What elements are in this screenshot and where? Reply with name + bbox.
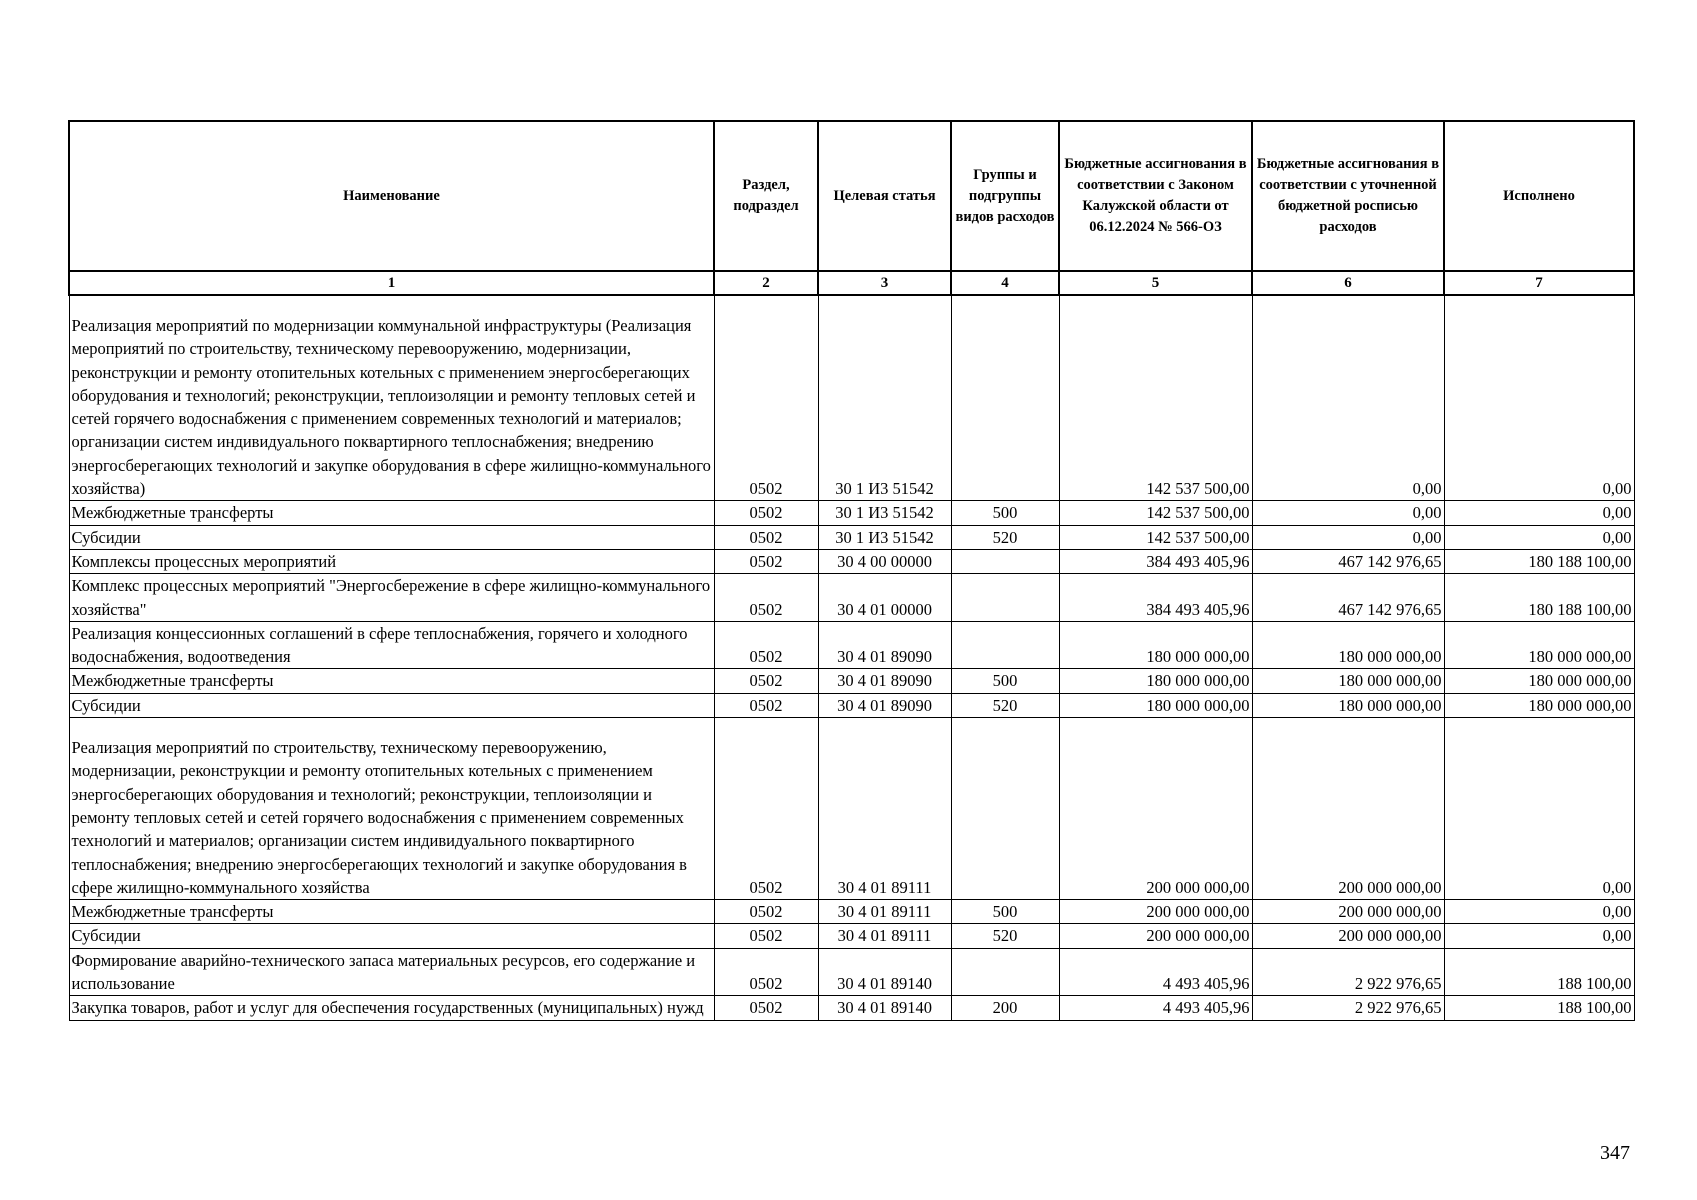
table-row <box>69 900 1634 924</box>
row-name: Субсидии <box>69 525 714 549</box>
row-law-amount: 384 493 405,96 <box>1059 574 1252 622</box>
row-section: 0502 <box>714 718 818 900</box>
col-header-law-appropriations: Бюджетные ассигнования в соответствии с Законом Калужской области от 06.12.2024 № 566-ОЗ <box>1059 121 1252 271</box>
table-row <box>69 718 1634 900</box>
row-law-amount: 200 000 000,00 <box>1059 718 1252 900</box>
row-target-article: 30 4 01 89140 <box>818 948 951 996</box>
row-refined-amount: 467 142 976,65 <box>1252 574 1444 622</box>
row-expense-group: 520 <box>951 525 1059 549</box>
row-executed-amount: 180 188 100,00 <box>1444 574 1634 622</box>
col-header-section: Раздел, подраздел <box>714 121 818 271</box>
row-refined-amount: 180 000 000,00 <box>1252 621 1444 669</box>
row-refined-amount: 0,00 <box>1252 501 1444 525</box>
row-name: Закупка товаров, работ и услуг для обеспечения государственных (муниципальных) нужд <box>69 996 714 1020</box>
row-section: 0502 <box>714 549 818 573</box>
row-expense-group <box>951 549 1059 573</box>
budget-table-sheet <box>68 120 1633 1021</box>
row-law-amount: 142 537 500,00 <box>1059 525 1252 549</box>
col-header-refined-appropriations: Бюджетные ассигнования в соответствии с уточненной бюджетной росписью расходов <box>1252 121 1444 271</box>
row-name: Реализация мероприятий по модернизации коммунальной инфраструктуры (Реализация мероприятий по строительству, техническому перевооружению, модернизации, реконструкции и ремонту отопительных котельных с применением энергосберегающих оборудования и технологий; реконструкции, теплоизоляции и ремонту тепловых сетей и сетей горячего водоснабжения с применением современных технологий и материалов; организации систем индивидуального поквартирного теплоснабжения; внедрению энергосберегающих технологий и закупке оборудования в сфере жилищно-коммунального хозяйства) <box>69 295 714 501</box>
row-target-article: 30 4 01 89090 <box>818 669 951 693</box>
row-executed-amount: 0,00 <box>1444 295 1634 501</box>
row-refined-amount: 467 142 976,65 <box>1252 549 1444 573</box>
column-number: 2 <box>714 271 818 295</box>
table-row <box>69 621 1634 669</box>
table-row <box>69 574 1634 622</box>
row-refined-amount: 180 000 000,00 <box>1252 669 1444 693</box>
table-body <box>69 295 1634 1020</box>
row-section: 0502 <box>714 501 818 525</box>
page-number: 347 <box>1600 1142 1630 1164</box>
row-name: Субсидии <box>69 924 714 948</box>
row-target-article: 30 4 01 89111 <box>818 900 951 924</box>
row-name: Субсидии <box>69 693 714 717</box>
row-executed-amount: 180 000 000,00 <box>1444 621 1634 669</box>
row-expense-group: 200 <box>951 996 1059 1020</box>
table-row <box>69 549 1634 573</box>
row-refined-amount: 200 000 000,00 <box>1252 900 1444 924</box>
row-target-article: 30 1 И3 51542 <box>818 501 951 525</box>
column-number: 7 <box>1444 271 1634 295</box>
row-name: Межбюджетные трансферты <box>69 669 714 693</box>
row-law-amount: 200 000 000,00 <box>1059 924 1252 948</box>
row-name: Комплексы процессных мероприятий <box>69 549 714 573</box>
row-refined-amount: 200 000 000,00 <box>1252 924 1444 948</box>
row-law-amount: 142 537 500,00 <box>1059 295 1252 501</box>
row-refined-amount: 0,00 <box>1252 295 1444 501</box>
row-target-article: 30 4 01 89090 <box>818 693 951 717</box>
row-expense-group <box>951 295 1059 501</box>
row-expense-group: 500 <box>951 900 1059 924</box>
row-target-article: 30 1 И3 51542 <box>818 295 951 501</box>
row-expense-group <box>951 574 1059 622</box>
column-number: 5 <box>1059 271 1252 295</box>
row-executed-amount: 0,00 <box>1444 900 1634 924</box>
column-number: 3 <box>818 271 951 295</box>
row-law-amount: 200 000 000,00 <box>1059 900 1252 924</box>
budget-table <box>68 120 1635 1021</box>
row-section: 0502 <box>714 525 818 549</box>
header-row <box>69 121 1634 271</box>
col-header-target-article: Целевая статья <box>818 121 951 271</box>
row-executed-amount: 188 100,00 <box>1444 948 1634 996</box>
row-section: 0502 <box>714 996 818 1020</box>
row-expense-group: 500 <box>951 501 1059 525</box>
table-row <box>69 525 1634 549</box>
row-executed-amount: 0,00 <box>1444 718 1634 900</box>
table-row <box>69 295 1634 501</box>
column-number: 1 <box>69 271 714 295</box>
row-expense-group: 520 <box>951 924 1059 948</box>
row-name: Реализация мероприятий по строительству, техническому перевооружению, модернизации, реконструкции и ремонту отопительных котельных с применением энергосберегающих оборудования и технологий; реконструкции, теплоизоляции и ремонту тепловых сетей и сетей горячего водоснабжения с применением современных технологий и материалов; организации систем индивидуального поквартирного теплоснабжения; внедрению энергосберегающих технологий и закупке оборудования в сфере жилищно-коммунального хозяйства <box>69 718 714 900</box>
row-expense-group <box>951 948 1059 996</box>
table-row <box>69 924 1634 948</box>
row-name: Межбюджетные трансферты <box>69 900 714 924</box>
row-name: Формирование аварийно-технического запаса материальных ресурсов, его содержание и использование <box>69 948 714 996</box>
row-executed-amount: 0,00 <box>1444 501 1634 525</box>
row-executed-amount: 0,00 <box>1444 924 1634 948</box>
row-target-article: 30 4 01 89111 <box>818 718 951 900</box>
row-target-article: 30 4 01 89090 <box>818 621 951 669</box>
column-number-row <box>69 271 1634 295</box>
row-section: 0502 <box>714 621 818 669</box>
row-expense-group <box>951 718 1059 900</box>
row-name: Межбюджетные трансферты <box>69 501 714 525</box>
row-target-article: 30 4 00 00000 <box>818 549 951 573</box>
row-executed-amount: 180 000 000,00 <box>1444 669 1634 693</box>
row-refined-amount: 2 922 976,65 <box>1252 996 1444 1020</box>
row-name: Реализация концессионных соглашений в сфере теплоснабжения, горячего и холодного водоснабжения, водоотведения <box>69 621 714 669</box>
row-law-amount: 142 537 500,00 <box>1059 501 1252 525</box>
row-law-amount: 4 493 405,96 <box>1059 948 1252 996</box>
row-refined-amount: 2 922 976,65 <box>1252 948 1444 996</box>
row-executed-amount: 0,00 <box>1444 525 1634 549</box>
col-header-name: Наименование <box>69 121 714 271</box>
row-target-article: 30 4 01 00000 <box>818 574 951 622</box>
column-number: 6 <box>1252 271 1444 295</box>
row-refined-amount: 180 000 000,00 <box>1252 693 1444 717</box>
row-expense-group: 500 <box>951 669 1059 693</box>
table-row <box>69 669 1634 693</box>
row-refined-amount: 0,00 <box>1252 525 1444 549</box>
row-executed-amount: 180 188 100,00 <box>1444 549 1634 573</box>
row-law-amount: 4 493 405,96 <box>1059 996 1252 1020</box>
row-refined-amount: 200 000 000,00 <box>1252 718 1444 900</box>
row-executed-amount: 188 100,00 <box>1444 996 1634 1020</box>
row-law-amount: 180 000 000,00 <box>1059 693 1252 717</box>
row-law-amount: 180 000 000,00 <box>1059 669 1252 693</box>
column-number: 4 <box>951 271 1059 295</box>
row-section: 0502 <box>714 295 818 501</box>
row-expense-group <box>951 621 1059 669</box>
row-target-article: 30 1 И3 51542 <box>818 525 951 549</box>
row-section: 0502 <box>714 669 818 693</box>
row-law-amount: 180 000 000,00 <box>1059 621 1252 669</box>
row-target-article: 30 4 01 89140 <box>818 996 951 1020</box>
row-target-article: 30 4 01 89111 <box>818 924 951 948</box>
row-section: 0502 <box>714 693 818 717</box>
row-section: 0502 <box>714 948 818 996</box>
row-section: 0502 <box>714 924 818 948</box>
table-row <box>69 996 1634 1020</box>
row-name: Комплекс процессных мероприятий "Энергосбережение в сфере жилищно-коммунального хозяйства" <box>69 574 714 622</box>
table-row <box>69 948 1634 996</box>
row-section: 0502 <box>714 574 818 622</box>
row-section: 0502 <box>714 900 818 924</box>
row-expense-group: 520 <box>951 693 1059 717</box>
col-header-expense-group: Группы и подгруппы видов расходов <box>951 121 1059 271</box>
row-executed-amount: 180 000 000,00 <box>1444 693 1634 717</box>
table-row <box>69 501 1634 525</box>
col-header-executed: Исполнено <box>1444 121 1634 271</box>
row-law-amount: 384 493 405,96 <box>1059 549 1252 573</box>
table-row <box>69 693 1634 717</box>
